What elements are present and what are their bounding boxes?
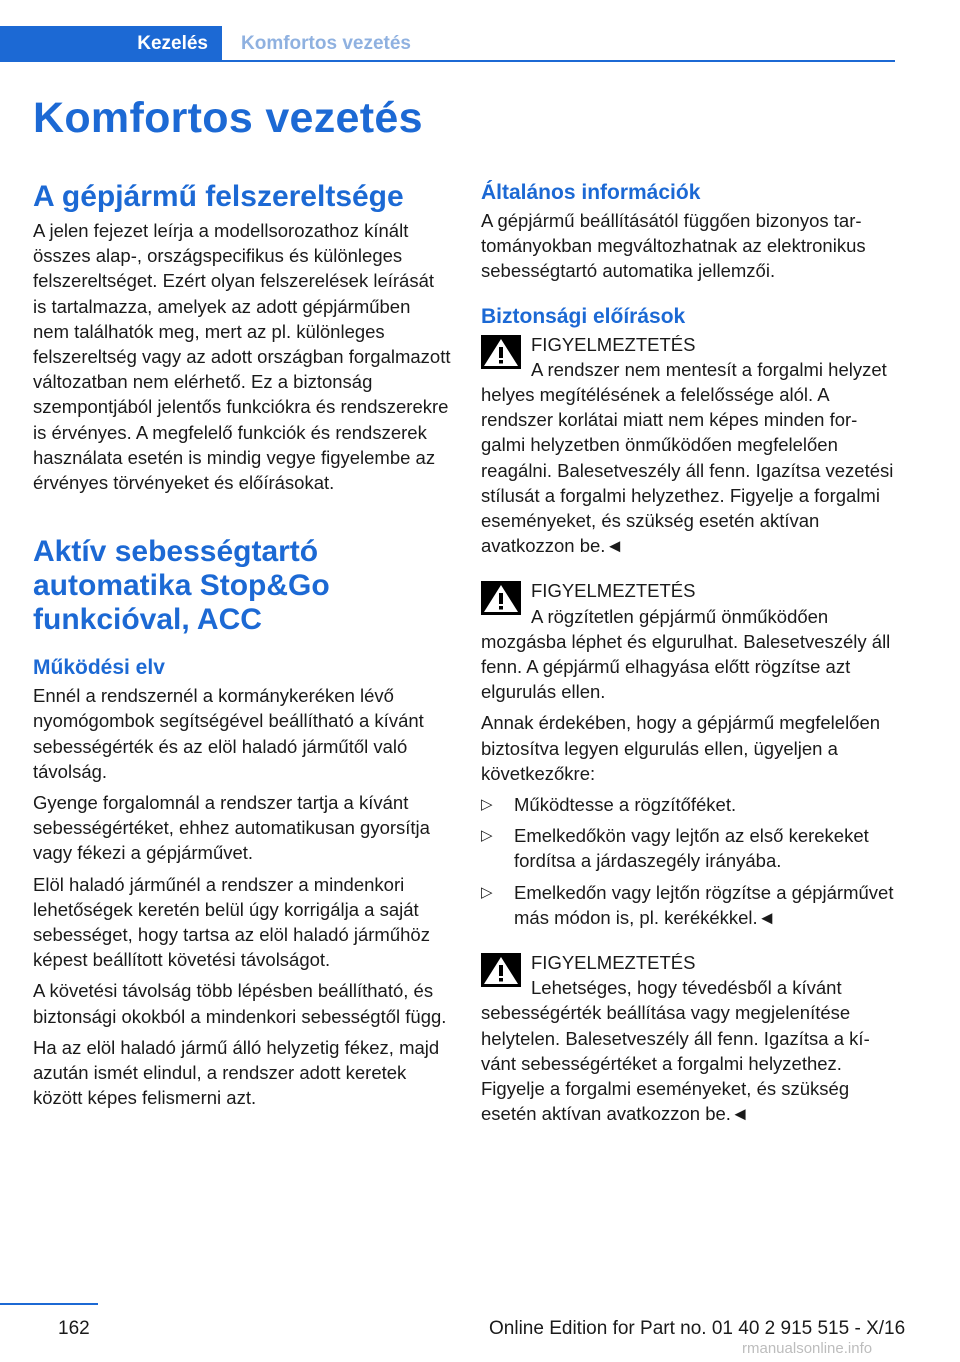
warning-text: A rendszer nem mentesít a forgalmi helyzet helyes megítélésének a felelőssége alól. A rendszer korlátai miatt nem képes minden forgalmi helyzetben önműködően megfelelően reagálni. Balesetveszély áll fenn. Igazítsa vezetési stílusát a forgalmi helyzethez. Figyelje a forgalmi eseményeket, és szükség esetén aktívan avatkozzon be.◄	[481, 358, 894, 557]
page-number: 162	[58, 1318, 90, 1339]
header-tab-komfortos-vezetes: Komfortos vezetés	[241, 33, 411, 54]
list-item: ▷ Emelkedőn vagy lejtőn rögzítse a gépjárművet más módon is, pl. kerékékkel.◄	[481, 881, 894, 928]
principle-heading: Működési elv	[33, 656, 165, 680]
warning-block	[481, 950, 895, 1126]
warning-block	[481, 332, 895, 559]
warning-text: Lehetséges, hogy tévedésből a kívánt sebességérték beállítása vagy megjelenítése helytelen. Balesetveszély áll fenn. Igazítsa a kívánt sebességértéket a forgalmi helyzethez. Figyelje a forgalmi eseményeket, és szükség esetén aktívan avatkozzon be.◄	[481, 977, 870, 1125]
triangle-bullet-icon: ▷	[481, 883, 493, 901]
principle-paragraph: Ennél a rendszernél a kormánykeréken lévő nyomógombok segítségével beállítható a kívánt sebességérték és az elöl haladó járműtől való távolság.	[33, 685, 424, 782]
watermark: rmanualsonline.info	[742, 1340, 873, 1357]
safety-heading: Biztonsági előírások	[481, 304, 686, 328]
warning-extra-text: Annak érdekében, hogy a gépjármű megfelelően biztosítva legyen elgurulás ellen, ügyeljen a következőkre:	[481, 712, 881, 784]
bullet-list	[481, 792, 895, 930]
equipment-heading: A gépjármű felszereltsége	[33, 180, 404, 213]
footer-rule	[0, 1303, 98, 1305]
header-tab-kezeles: Kezelés	[0, 26, 222, 62]
triangle-bullet-icon: ▷	[481, 827, 493, 845]
running-header	[0, 0, 960, 62]
edition-text: Online Edition for Part no. 01 40 2 915 515 - X/16	[489, 1318, 906, 1339]
principle-paragraph: Gyenge forgalomnál a rendszer tartja a kívánt sebességértéket, ehhez automatikusan gyorsítja vagy fékezi a gépjárművet.	[33, 792, 430, 864]
list-item: ▷ Működtesse a rögzítőféket.	[481, 792, 895, 817]
warning-triangle-icon	[481, 953, 521, 987]
acc-heading: Aktív sebességtartó automatika Stop&Go funkcióval, ACC	[33, 535, 330, 637]
list-item: ▷ Emelkedőkön vagy lejtőn az első kerekeket fordítsa a járdaszegély irányába.	[481, 825, 869, 872]
header-rule	[222, 60, 895, 62]
warning-title: FIGYELMEZTETÉS	[531, 333, 696, 355]
warning-block	[481, 578, 895, 704]
principle-paragraph: A követési távolság több lépésben beállítható, és biztonsági okokból a mindenkori sebességtől függ.	[33, 980, 447, 1027]
general-heading: Általános információk	[481, 181, 701, 204]
warning-text: A rögzítetlen gépjármű önműködően mozgásba léphet és elgurulhat. Balesetveszély áll fenn. A gépjármű elhagyása előtt rögzítse azt elgurulás ellen.	[481, 605, 891, 703]
warning-title: FIGYELMEZTETÉS	[531, 580, 696, 602]
right-column	[481, 180, 895, 1133]
triangle-bullet-icon: ▷	[481, 796, 493, 814]
warning-triangle-icon	[481, 581, 521, 615]
warning-triangle-icon	[481, 335, 521, 369]
principle-paragraph: Ha az elöl haladó jármű álló helyzetig fékez, majd azután ismét elindul, a rendszer adott keretek között képes felismerni azt.	[33, 1036, 440, 1109]
general-text: A gépjármű beállításától függően bizonyos tartományokban megváltozhatnak az elektronikus sebességtartó automatika jellemzői.	[481, 210, 866, 282]
principle-paragraph: Elöl haladó járműnél a rendszer a mindenkori lehetőségek keretén belül úgy korrigálja a saját sebességet, hogy tartsa az elöl haladó járműhöz képest beállított követési távolságot.	[33, 873, 430, 971]
equipment-text: A jelen fejezet leírja a modellsorozathoz kínált összes alap-, országspecifikus és különleges felszereltséget. Ezért olyan felszerelések leírását is tartalmazza, amelyek az adott gépjárműben nem találhatók meg, mert az pl. különleges felszereltség vagy az adott országban forgalmazott változatban nem elérhető. Ez a biztonság szempontjából jelentős funkciókra és rendszerekre is érvényes. A megfelelő funkciók és rendszerek használata esetén is mindig vegye figyelembe az érvényes törvényeket és előírásokat.	[33, 220, 451, 494]
warning-title: FIGYELMEZTETÉS	[531, 952, 696, 974]
left-column	[33, 180, 451, 1116]
page-title: Komfortos vezetés	[33, 94, 423, 142]
